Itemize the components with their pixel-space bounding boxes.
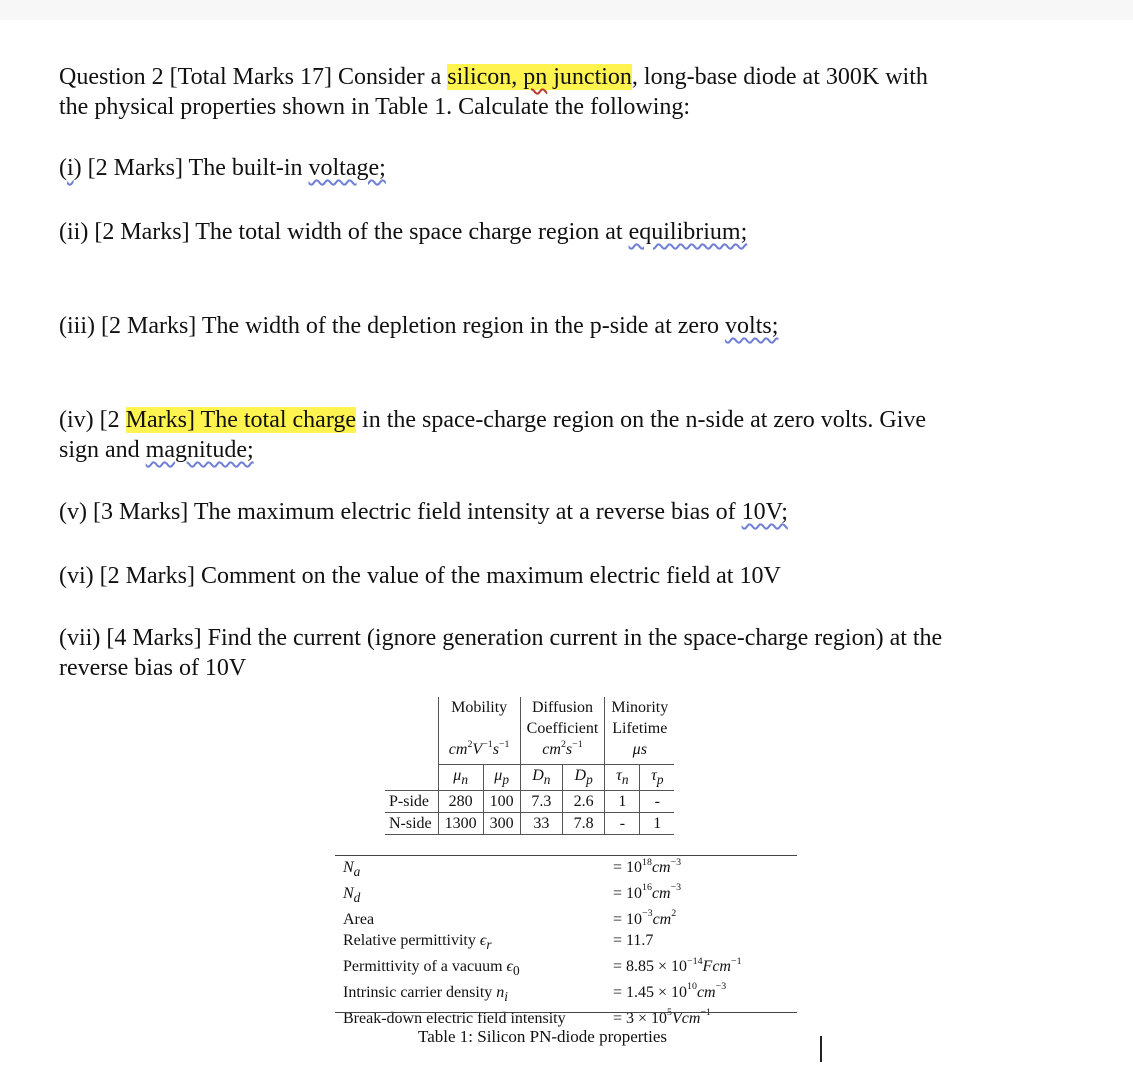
hl-text-junction: junction [547, 64, 632, 90]
const-nd-key [343, 883, 613, 909]
sym-d-n-sub: n [543, 772, 551, 788]
sym-tau-p-sub: p [656, 772, 664, 788]
area-exp: −3 [642, 908, 653, 920]
na-u: cm [651, 859, 671, 876]
nd-sub: d [353, 889, 361, 905]
hl-text-pn: pn [523, 64, 548, 90]
corner-cell-3 [385, 739, 438, 765]
sym-mu-p-sub: p [502, 772, 509, 788]
const-er-value: = 11.7 [613, 932, 654, 950]
properties-table [385, 697, 674, 835]
sym-mu-n [438, 765, 483, 791]
part-iii-text: (iii) [2 Marks] The width of the depletion region in the p-side at zero [59, 313, 726, 339]
part-i-num: i [67, 155, 74, 181]
cell-pside-tp: - [640, 791, 674, 813]
const-er-key [343, 930, 613, 956]
part-iv-cont [59, 435, 1059, 465]
sym-mu-n-main: μ [453, 767, 462, 784]
part-v-10v: 10V; [741, 499, 788, 525]
sym-mu-p [483, 765, 520, 791]
part-iv [59, 405, 1059, 435]
cell-nside-tp: 1 [640, 813, 674, 835]
sym-mu-n-sub: n [461, 772, 468, 788]
sym-d-p-sub: p [586, 772, 593, 788]
cell-pside-dn: 7.3 [520, 791, 562, 813]
const-na-key [343, 857, 613, 883]
nd-u: cm [651, 884, 671, 902]
part-iii-volts: volts; [725, 313, 779, 339]
const-er [343, 930, 742, 956]
cell-pside-tn: 1 [605, 791, 640, 813]
part-iv-highlight: Marks] The total charge [125, 407, 357, 433]
area-v: = 10 [613, 910, 643, 928]
const-nd-value [613, 883, 681, 909]
u-v: V [472, 741, 483, 758]
part-i-open: ( [59, 155, 67, 181]
const-ni-value [613, 982, 726, 1008]
table-row [385, 791, 674, 813]
na-uexp: −3 [670, 856, 682, 868]
e0-exp: −14 [687, 955, 703, 967]
u-v-exp: −1 [482, 738, 493, 750]
const-ni-key [343, 982, 613, 1008]
na-exp: 18 [642, 856, 652, 868]
ni-u: cm [696, 983, 716, 1001]
heading-text-tail: , long-base diode at 300K with [631, 64, 928, 90]
highlight-silicon [447, 64, 632, 90]
cell-nside-dn: 33 [520, 813, 562, 835]
part-iv-text: (iv) [2 [59, 407, 126, 433]
part-iv-magnitude: magnitude; [145, 437, 254, 463]
part-iv-text-2: in the space-charge region on the n-side at zero volts. Give [356, 407, 927, 433]
text-cursor [820, 1036, 822, 1062]
u-d-s: s [565, 741, 573, 758]
const-e0 [343, 956, 742, 982]
e0-sub: 0 [512, 963, 520, 979]
row-label-nside: N-side [385, 813, 438, 835]
cell-nside-tn: - [605, 813, 640, 835]
area-uexp: 2 [671, 908, 677, 920]
u-d-s-exp: −1 [572, 738, 583, 750]
part-v-text: (v) [3 Marks] The maximum electric field intensity at a reverse bias of [59, 499, 742, 525]
const-bd-key: Break-down electric field intensity [343, 1009, 566, 1027]
er-label: Relative permittivity [343, 932, 480, 950]
e0-u: Fcm [702, 957, 731, 975]
sym-mu-p-main: μ [494, 767, 503, 784]
sym-tau-n-sub: n [621, 772, 629, 788]
row-label-pside: P-side [385, 791, 438, 813]
constants-top-rule [335, 855, 797, 856]
sym-d-p-main: D [574, 767, 587, 784]
ni-sym: n [496, 983, 505, 1001]
sym-tau-n-main: τ [616, 767, 622, 784]
er-sym: ϵ [479, 932, 487, 950]
nd-exp: 16 [642, 882, 652, 894]
header-mobility-blank [438, 718, 520, 739]
u-d-cm: cm [542, 741, 561, 758]
u-s: s [492, 741, 499, 758]
part-iv-text-3: sign and [59, 437, 146, 463]
nd-v: = 10 [613, 884, 643, 902]
units-mobility [438, 739, 520, 765]
const-na [343, 857, 742, 883]
bd-u: Vcm [672, 1009, 701, 1027]
cell-pside-mun: 280 [438, 791, 483, 813]
ni-uexp: −3 [715, 981, 727, 993]
units-lifetime [605, 739, 674, 765]
part-i [59, 153, 1059, 183]
na-sub: a [353, 864, 361, 880]
u-d-cm-exp: 2 [560, 738, 566, 750]
part-ii [59, 217, 1059, 247]
cell-pside-mup: 100 [483, 791, 520, 813]
sym-tau-n [605, 765, 640, 791]
e0-label: Permittivity of a vacuum [343, 957, 507, 975]
part-i-voltage: voltage; [308, 155, 386, 181]
u-cm: cm [448, 741, 468, 758]
hl-text-silicon: silicon, [447, 64, 524, 90]
top-strip [0, 0, 1133, 20]
const-e0-key [343, 956, 613, 982]
u-cm-exp: 2 [467, 738, 473, 750]
ni-label: Intrinsic carrier density [343, 983, 497, 1001]
u-s-exp: −1 [498, 738, 510, 750]
heading-text: Question 2 [Total Marks 17] Consider a [59, 64, 448, 90]
const-na-value [613, 857, 681, 883]
er-sub: r [486, 937, 492, 953]
ni-exp: 10 [687, 981, 697, 993]
na-sym: N [343, 859, 354, 876]
part-vi: (vi) [2 Marks] Comment on the value of the maximum electric field at 10V [59, 563, 781, 589]
header-minority: Minority [605, 697, 674, 718]
part-i-text: ) [2 Marks] The built-in [73, 155, 309, 181]
e0-sym: ϵ [506, 957, 513, 975]
sym-tau-p-main: τ [651, 767, 657, 784]
sym-d-p [562, 765, 604, 791]
const-area-key: Area [343, 910, 375, 928]
header-mobility: Mobility [438, 697, 520, 718]
sym-d-n-main: D [532, 767, 544, 784]
const-e0-value [613, 956, 742, 982]
part-vii: (vii) [4 Marks] Find the current (ignore generation current in the space-charge region) at the [59, 625, 943, 651]
sym-d-n [520, 765, 562, 791]
bd-exp: 5 [667, 1007, 672, 1019]
cell-pside-dp: 2.6 [562, 791, 604, 813]
const-area [343, 909, 742, 931]
part-ii-text: (ii) [2 Marks] The total width of the space charge region at [59, 219, 629, 245]
header-coefficient: Coefficient [520, 718, 605, 739]
header-lifetime: Lifetime [605, 718, 674, 739]
bd-uexp: −1 [700, 1007, 711, 1019]
constants-list [343, 857, 742, 1029]
const-bd-value [613, 1008, 711, 1030]
const-nd [343, 883, 742, 909]
cell-nside-mup: 300 [483, 813, 520, 835]
corner-cell-4 [385, 765, 438, 791]
constants-bottom-rule [335, 1012, 797, 1013]
ni-sub: i [504, 988, 508, 1004]
corner-cell-2 [385, 718, 438, 739]
header-diffusion: Diffusion [520, 697, 605, 718]
part-vii-cont: reverse bias of 10V [59, 655, 247, 681]
part-ii-equilibrium: equilibrium; [628, 219, 748, 245]
table-row [385, 813, 674, 835]
corner-cell [385, 697, 438, 718]
units-diffusion [520, 739, 605, 765]
table-caption: Table 1: Silicon PN-diode properties [418, 1027, 668, 1046]
const-breakdown [343, 1008, 742, 1030]
cell-nside-mun: 1300 [438, 813, 483, 835]
nd-sym: N [343, 884, 354, 902]
e0-uexp: −1 [730, 955, 742, 967]
const-ni [343, 982, 742, 1008]
na-v: = 10 [613, 859, 643, 876]
u-mus: μs [632, 741, 647, 758]
sym-tau-p [640, 765, 674, 791]
const-area-value [613, 909, 676, 931]
part-iii [59, 311, 1059, 341]
nd-uexp: −3 [670, 882, 682, 894]
e0-v: = 8.85 × 10 [613, 957, 688, 975]
bd-v: = 3 × 10 [613, 1009, 668, 1027]
ni-v: = 1.45 × 10 [613, 983, 688, 1001]
question-heading [59, 62, 1059, 92]
cell-nside-dp: 7.8 [562, 813, 604, 835]
question-intro: the physical properties shown in Table 1. Calculate the following: [59, 94, 691, 120]
part-v [59, 497, 1059, 527]
area-u: cm [652, 910, 672, 928]
